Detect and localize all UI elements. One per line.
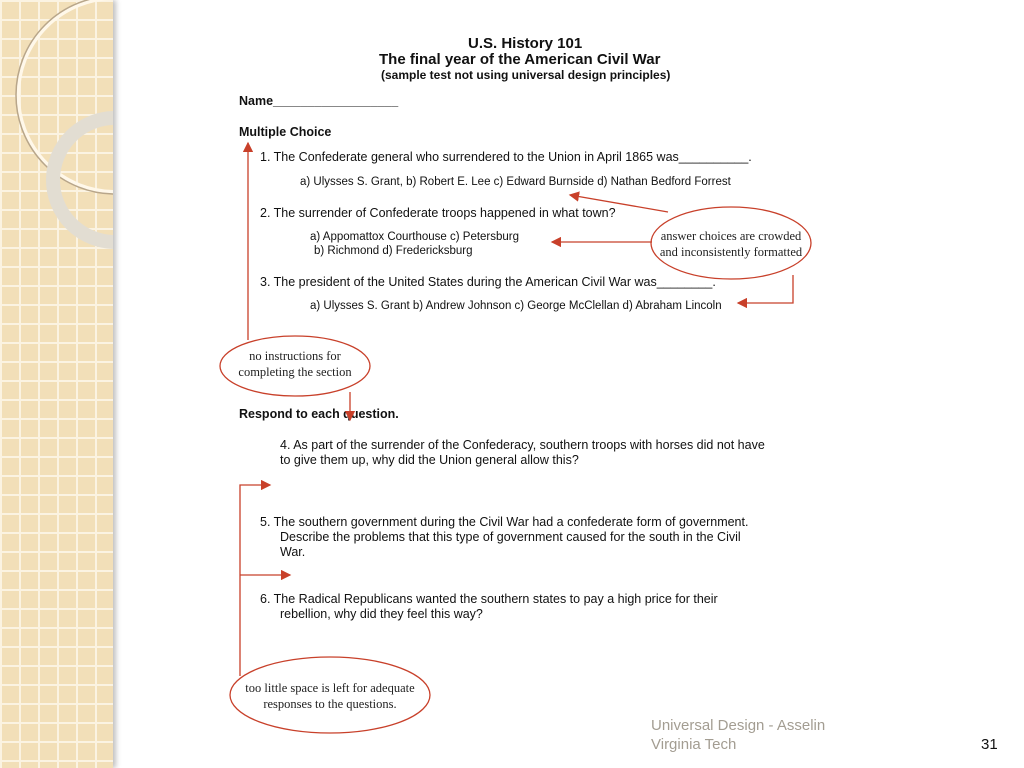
question-2-choices-b: b) Richmond d) Fredericksburg (314, 245, 473, 257)
annotation-line: too little space is left for adequate (245, 681, 415, 695)
question-5-line2: Describe the problems that this type of government caused for the south in the Civil (280, 530, 741, 544)
annotation-no-instructions (220, 348, 370, 380)
question-3-choices: a) Ulysses S. Grant b) Andrew Johnson c) George McClellan d) Abraham Lincoln (310, 300, 722, 312)
question-5-line3: War. (280, 545, 306, 559)
course-title: U.S. History 101 (468, 35, 583, 52)
question-4-line1: 4. As part of the surrender of the Confederacy, southern troops with horses did not have (280, 438, 765, 452)
annotation-line: answer choices are crowded (660, 229, 802, 243)
annotation-crowded-choices (651, 228, 811, 260)
name-field: Name__________________ (239, 94, 399, 108)
question-1-choices: a) Ulysses S. Grant, b) Robert E. Lee c) Edward Burnside d) Nathan Bedford Forrest (300, 176, 731, 188)
annotation-line: responses to the questions. (263, 697, 397, 711)
slide-number: 31 (981, 736, 998, 753)
footer-institution: Virginia Tech (651, 736, 737, 753)
footer-text (651, 716, 825, 754)
section-multiple-choice: Multiple Choice (239, 125, 332, 139)
question-6-line2: rebellion, why did they feel this way? (280, 607, 483, 621)
annotation-line: completing the section (238, 365, 352, 379)
test-subtitle: (sample test not using universal design principles) (381, 68, 671, 82)
question-5-line1: 5. The southern government during the Civil War had a confederate form of government. (260, 515, 749, 529)
section-respond: Respond to each question. (239, 407, 399, 421)
question-4-line2: to give them up, why did the Union general allow this? (280, 453, 579, 467)
question-3: 3. The president of the United States during the American Civil War was________. (260, 275, 716, 289)
question-2-choices-a: a) Appomattox Courthouse c) Petersburg (310, 231, 520, 243)
annotation-line: no instructions for (249, 349, 341, 363)
footer-author: Universal Design - Asselin (651, 717, 826, 734)
question-6-line1: 6. The Radical Republicans wanted the southern states to pay a high price for their (260, 592, 718, 606)
question-1: 1. The Confederate general who surrendered to the Union in April 1865 was__________. (260, 150, 752, 164)
annotation-line: and inconsistently formatted (659, 245, 803, 259)
question-2: 2. The surrender of Confederate troops happened in what town? (260, 206, 616, 220)
annotation-little-space (230, 680, 430, 712)
test-title: The final year of the American Civil War (379, 51, 661, 68)
